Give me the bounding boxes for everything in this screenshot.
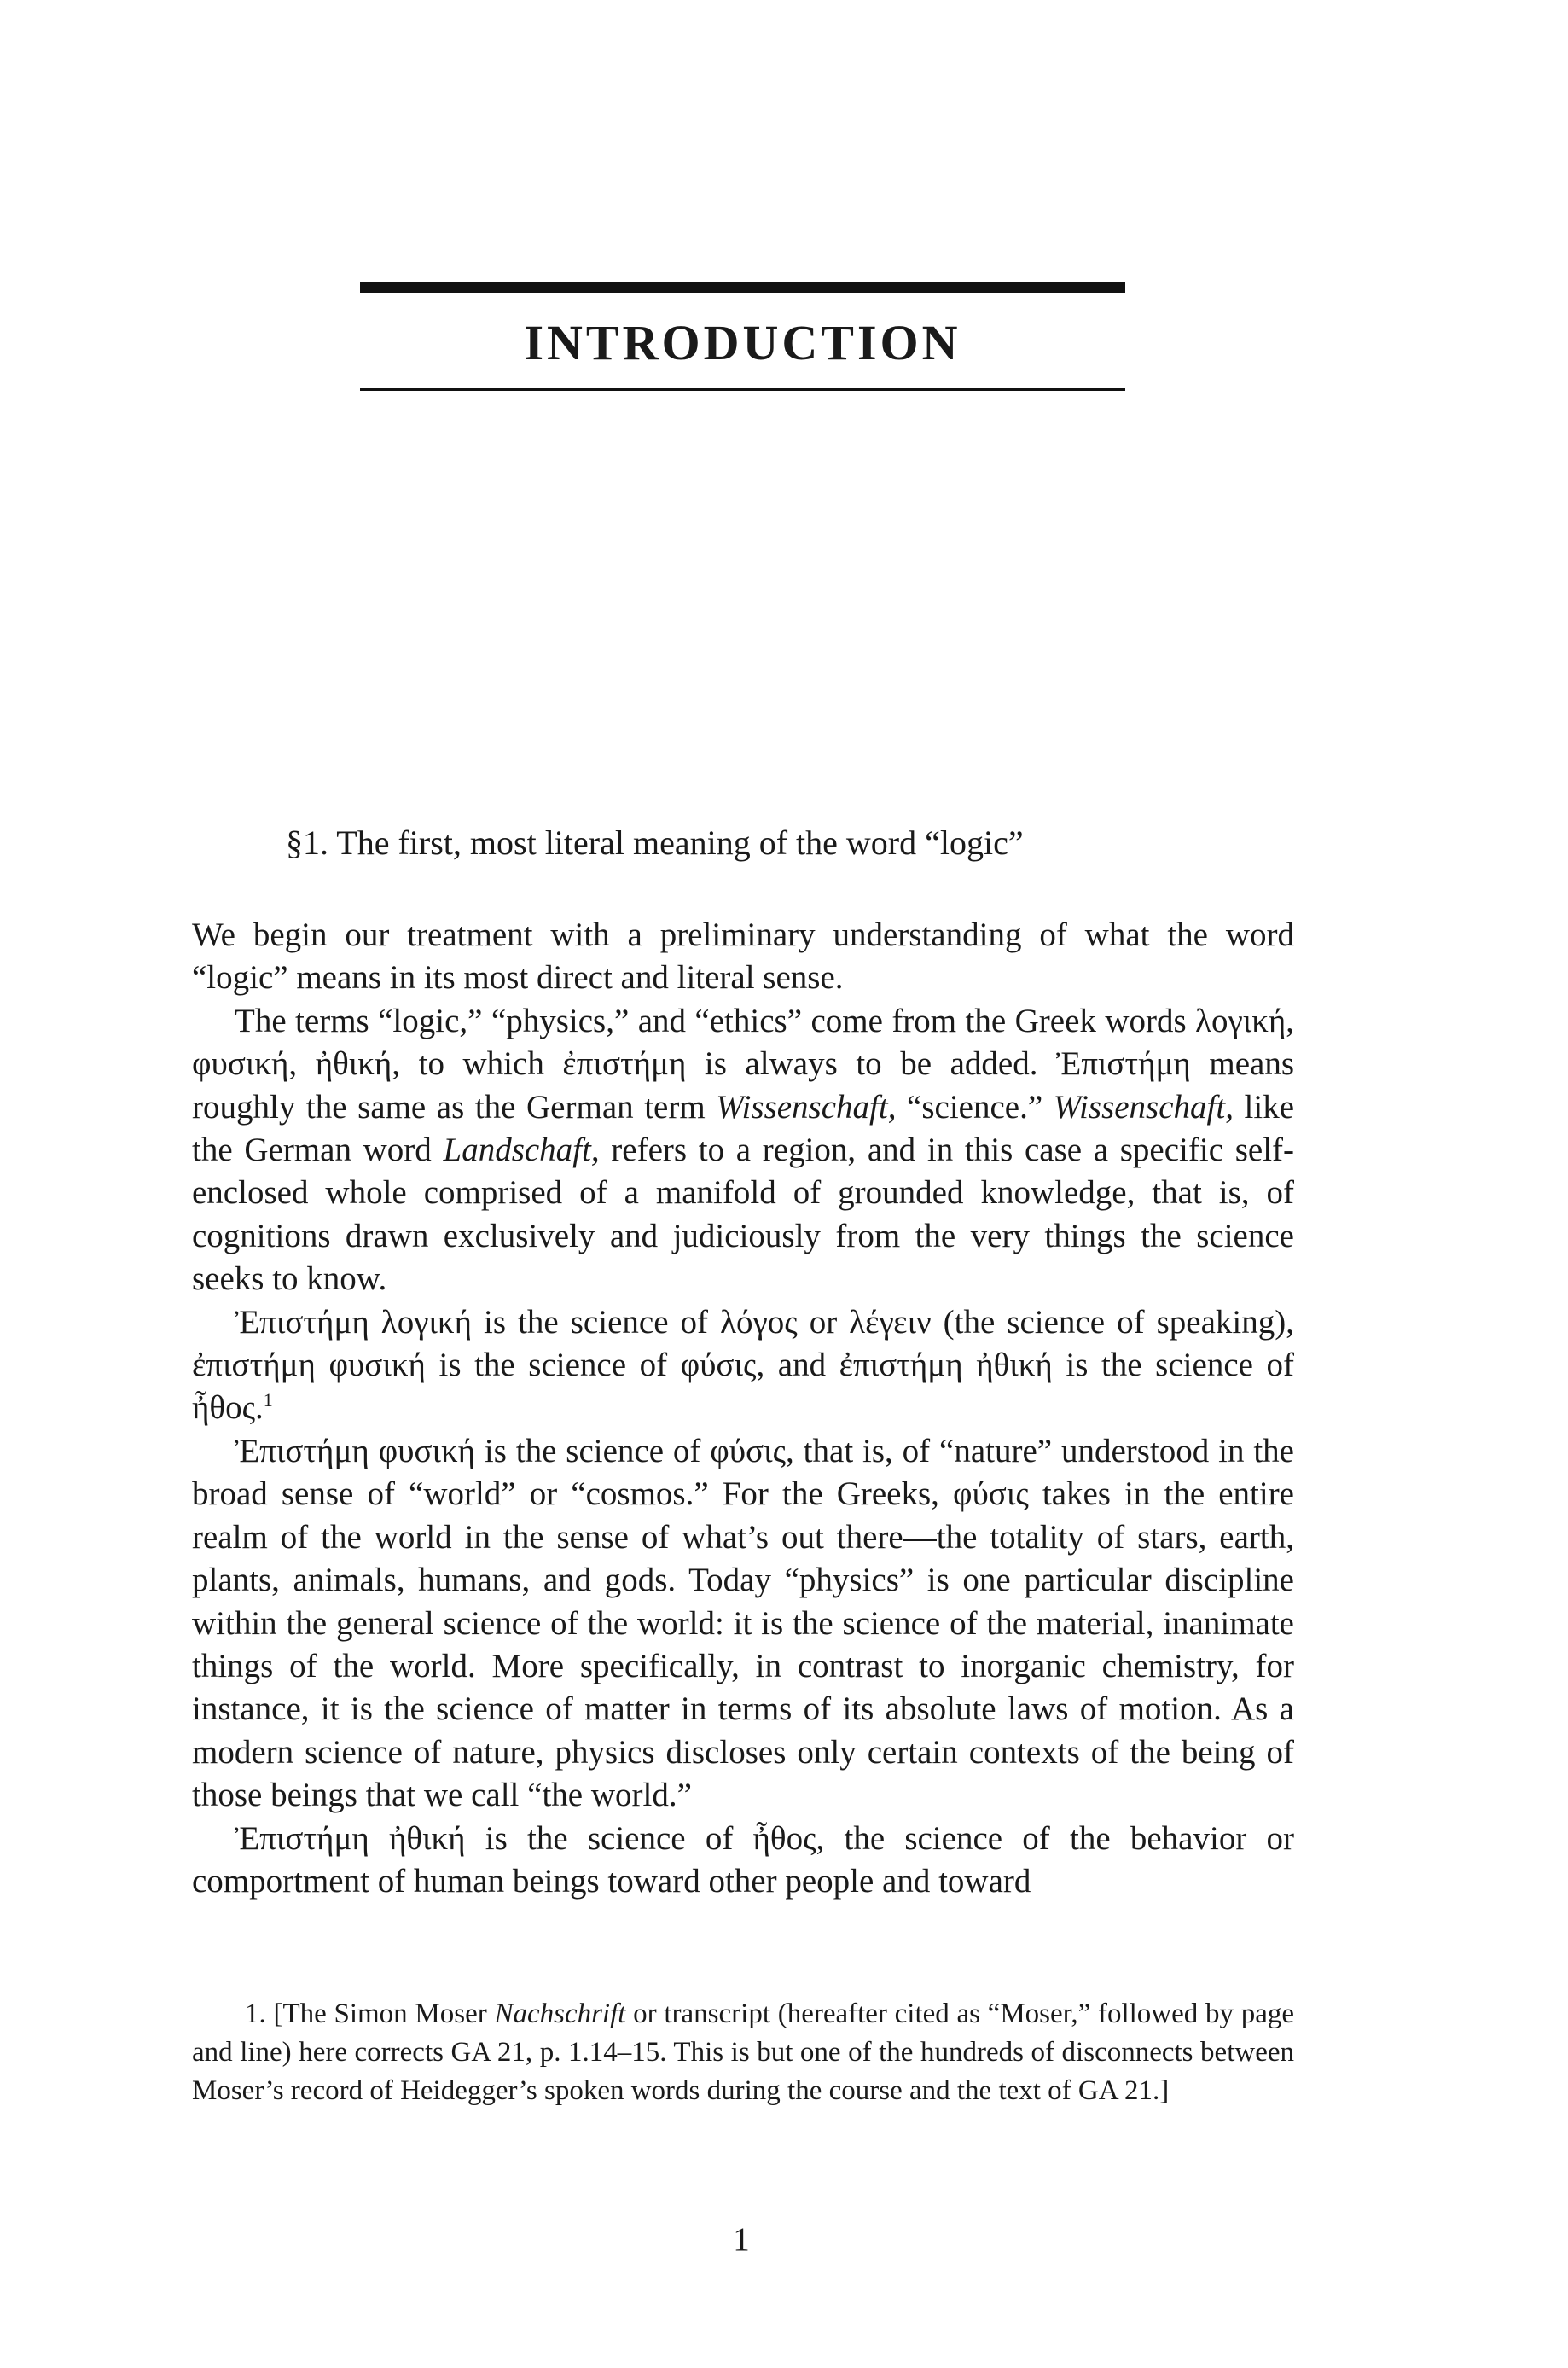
paragraph-2-italic-landschaft: Landschaft, — [443, 1132, 600, 1169]
footnote-italic-nachschrift: Nachschrift — [494, 1999, 626, 2029]
paragraph-2-italic-wissenschaft-2: Wissenschaft, — [1053, 1088, 1234, 1126]
chapter-rule-bottom — [360, 388, 1125, 391]
footnote-reference[interactable]: 1 — [263, 1389, 273, 1411]
chapter-title: INTRODUCTION — [524, 315, 961, 370]
footnote-text: or transcript (hereafter cited as “Moser,” followed by page and line) here corrects GA 21, p. 1.14–15. This is but one of the hundreds of disconnects between Moser’s record of Heidegger’s spoken words during the course and the text of GA 21.] — [192, 1999, 1294, 2106]
paragraph-3-text: Ἐπιστήμη λογική is the science of λόγος or λέγειν (the science of speaking), ἐπιστήμη φυσική is the science of φύσις, and ἐπιστήμη ἠθική is the science of ἦθος. — [192, 1303, 1294, 1427]
section-heading: §1. The first, most literal meaning of the word “logic” — [286, 823, 1024, 862]
paragraph-3 — [192, 1301, 1294, 1430]
footnote-text: 1. [The Simon Moser — [245, 1999, 495, 2029]
body-text — [192, 914, 1294, 1903]
chapter-rule-top — [360, 282, 1125, 293]
paragraph-5: Ἐπιστήμη ἠθική is the science of ἦθος, the science of the behavior or comportment of human beings toward other people and toward — [192, 1819, 1294, 1900]
footnote — [192, 1995, 1294, 2110]
paragraph-1: We begin our treatment with a preliminary understanding of what the word “logic” means in its most direct and literal sense. — [192, 916, 1294, 997]
paragraph-2-text: like the German word — [192, 1088, 1295, 1169]
paragraph-2-italic-wissenschaft: Wissenschaft, — [716, 1088, 897, 1126]
paragraph-2-text: The terms “logic,” “physics,” and “ethics” come from the Greek words λογική, φυσική, ἠθική, to which ἐπιστήμη is always to be added. Ἐπιστήμη means roughly the same as the German term — [192, 1002, 1294, 1126]
paragraph-2 — [192, 1000, 1294, 1301]
paragraph-2-text: refers to a region, and in this case a specific self-enclosed whole comprised of a manifold of grounded knowledge, that is, of cognitions drawn exclusively and judiciously from the very things the science seeks to know. — [192, 1132, 1295, 1298]
paragraph-4: Ἐπιστήμη φυσική is the science of φύσις, that is, of “nature” understood in the broad sense of “world” or “cosmos.” For the Greeks, φύσις takes in the entire realm of the world in the sense of what’s out there—the totality of stars, earth, plants, animals, humans, and gods. Today “physics” is one particular discipline within the general science of the world: it is the science of the material, inanimate things of the world. More specifically, in contrast to inorganic chemistry, for instance, it is the science of matter in terms of its absolute laws of motion. As a modern science of nature, physics discloses only certain contexts of the being of those beings that we call “the world.” — [192, 1432, 1294, 1814]
page-number: 1 — [733, 2221, 750, 2258]
paragraph-2-text: “science.” — [896, 1088, 1054, 1126]
